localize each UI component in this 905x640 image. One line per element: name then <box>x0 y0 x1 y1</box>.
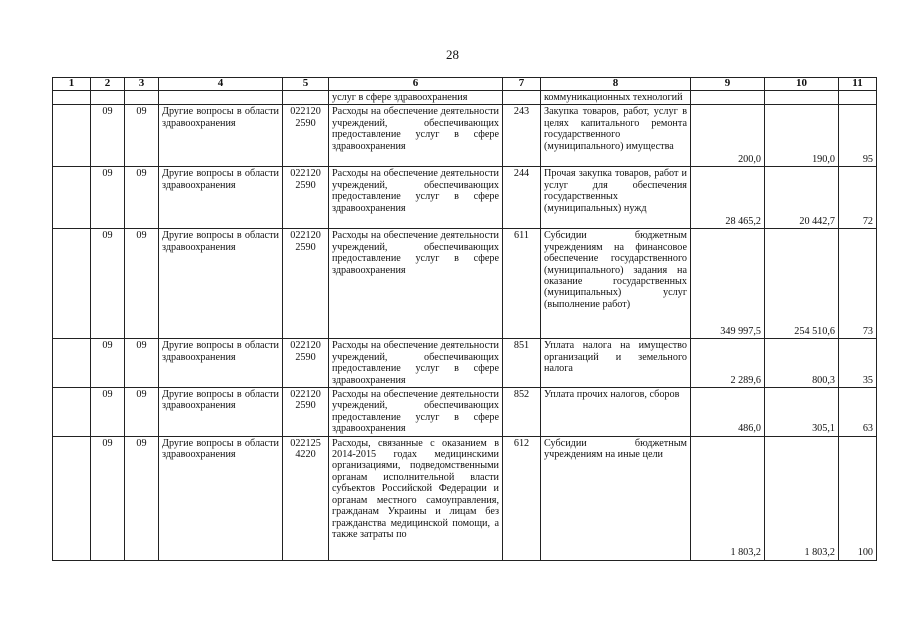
target-code: 022120 2590 <box>283 229 329 339</box>
target-code: 022120 2590 <box>283 339 329 388</box>
table-body <box>53 91 877 561</box>
subsection-code: 09 <box>125 339 159 388</box>
planned-amount <box>691 91 765 105</box>
executed-amount: 1 803,2 <box>765 436 839 560</box>
budget-table <box>52 77 877 561</box>
subsection-code: 09 <box>125 436 159 560</box>
subsection-code <box>125 91 159 105</box>
execution-percent: 95 <box>839 105 877 167</box>
expense-description: Расходы на обеспечение деятельности учреждений, обеспечивающих предоставление услуг в сфере здравоохранения <box>329 229 503 339</box>
subsection-code: 09 <box>125 105 159 167</box>
row-number <box>53 339 91 388</box>
section-code: 09 <box>91 167 125 229</box>
column-header-2: 2 <box>91 78 125 91</box>
expense-type-name: Закупка товаров, работ, услуг в целях капитального ремонта государственного (муниципального) имущества <box>541 105 691 167</box>
subsection-code: 09 <box>125 388 159 437</box>
section-code: 09 <box>91 436 125 560</box>
target-code <box>283 91 329 105</box>
expense-type-name: Уплата прочих налогов, сборов <box>541 388 691 437</box>
expense-type-name: коммуникационных технологий <box>541 91 691 105</box>
header-row <box>53 78 877 91</box>
column-header-3: 3 <box>125 78 159 91</box>
section-name: Другие вопросы в области здравоохранения <box>159 167 283 229</box>
table-row <box>53 105 877 167</box>
expense-description: Расходы на обеспечение деятельности учреждений, обеспечивающих предоставление услуг в сфере здравоохранения <box>329 167 503 229</box>
column-header-8: 8 <box>541 78 691 91</box>
expense-type-code: 851 <box>503 339 541 388</box>
planned-amount: 349 997,5 <box>691 229 765 339</box>
section-code: 09 <box>91 105 125 167</box>
execution-percent <box>839 91 877 105</box>
row-number <box>53 105 91 167</box>
planned-amount: 2 289,6 <box>691 339 765 388</box>
column-header-7: 7 <box>503 78 541 91</box>
expense-type-name: Уплата налога на имущество организаций и земельного налога <box>541 339 691 388</box>
column-header-4: 4 <box>159 78 283 91</box>
executed-amount: 20 442,7 <box>765 167 839 229</box>
column-header-5: 5 <box>283 78 329 91</box>
executed-amount: 254 510,6 <box>765 229 839 339</box>
page-number: 28 <box>446 47 459 62</box>
row-number <box>53 436 91 560</box>
column-header-6: 6 <box>329 78 503 91</box>
expense-type-code: 612 <box>503 436 541 560</box>
execution-percent: 100 <box>839 436 877 560</box>
execution-percent: 63 <box>839 388 877 437</box>
expense-description: Расходы на обеспечение деятельности учреждений, обеспечивающих предоставление услуг в сфере здравоохранения <box>329 388 503 437</box>
section-name: Другие вопросы в области здравоохранения <box>159 229 283 339</box>
executed-amount <box>765 91 839 105</box>
column-header-1: 1 <box>53 78 91 91</box>
row-number <box>53 388 91 437</box>
column-header-11: 11 <box>839 78 877 91</box>
section-code: 09 <box>91 229 125 339</box>
executed-amount: 800,3 <box>765 339 839 388</box>
row-number <box>53 91 91 105</box>
expense-description: Расходы на обеспечение деятельности учреждений, обеспечивающих предоставление услуг в сфере здравоохранения <box>329 105 503 167</box>
section-code: 09 <box>91 388 125 437</box>
planned-amount: 486,0 <box>691 388 765 437</box>
planned-amount: 200,0 <box>691 105 765 167</box>
target-code: 022120 2590 <box>283 167 329 229</box>
section-code <box>91 91 125 105</box>
executed-amount: 305,1 <box>765 388 839 437</box>
expense-type-code <box>503 91 541 105</box>
column-header-9: 9 <box>691 78 765 91</box>
target-code: 022120 2590 <box>283 388 329 437</box>
section-name: Другие вопросы в области здравоохранения <box>159 339 283 388</box>
table-row <box>53 229 877 339</box>
expense-type-code: 611 <box>503 229 541 339</box>
row-number <box>53 167 91 229</box>
expense-type-code: 243 <box>503 105 541 167</box>
expense-type-code: 852 <box>503 388 541 437</box>
table-row <box>53 167 877 229</box>
expense-description: услуг в сфере здравоохранения <box>329 91 503 105</box>
section-name: Другие вопросы в области здравоохранения <box>159 436 283 560</box>
expense-description: Расходы, связанные с оказанием в 2014-2015 годах медицинскими организациями, подведомственными органам исполнительной власти субъектов Российской Федерации и органам местного самоуправления, гражданам Украины и лицам без гражданства медицинской помощи, а также затраты по <box>329 436 503 560</box>
expense-type-name: Прочая закупка товаров, работ и услуг для обеспечения государственных (муниципальных) нужд <box>541 167 691 229</box>
table-row <box>53 91 877 105</box>
target-code: 022120 2590 <box>283 105 329 167</box>
subsection-code: 09 <box>125 229 159 339</box>
section-name: Другие вопросы в области здравоохранения <box>159 388 283 437</box>
execution-percent: 72 <box>839 167 877 229</box>
section-name: Другие вопросы в области здравоохранения <box>159 105 283 167</box>
subsection-code: 09 <box>125 167 159 229</box>
section-code: 09 <box>91 339 125 388</box>
execution-percent: 35 <box>839 339 877 388</box>
column-header-10: 10 <box>765 78 839 91</box>
section-name <box>159 91 283 105</box>
expense-type-code: 244 <box>503 167 541 229</box>
expense-type-name: Субсидии бюджетным учреждениям на иные цели <box>541 436 691 560</box>
expense-description: Расходы на обеспечение деятельности учреждений, обеспечивающих предоставление услуг в сфере здравоохранения <box>329 339 503 388</box>
table-row <box>53 388 877 437</box>
planned-amount: 28 465,2 <box>691 167 765 229</box>
table-row <box>53 339 877 388</box>
executed-amount: 190,0 <box>765 105 839 167</box>
target-code: 022125 4220 <box>283 436 329 560</box>
row-number <box>53 229 91 339</box>
table-row <box>53 436 877 560</box>
expense-type-name: Субсидии бюджетным учреждениям на финансовое обеспечение государственного (муниципального) задания на оказание государственных (муниципальных) услуг (выполнение работ) <box>541 229 691 339</box>
execution-percent: 73 <box>839 229 877 339</box>
planned-amount: 1 803,2 <box>691 436 765 560</box>
